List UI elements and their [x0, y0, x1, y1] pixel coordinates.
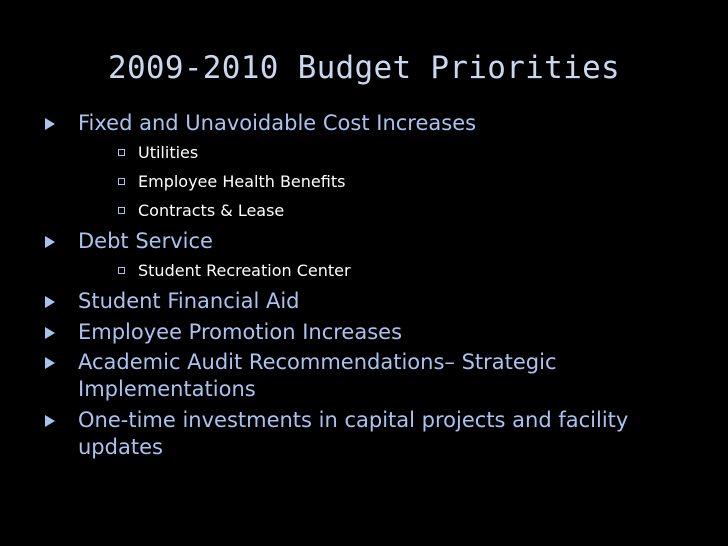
bullet-text: Employee Promotion Increases: [78, 320, 403, 344]
bullet-arrow-icon: [45, 296, 55, 308]
sub-bullet-list: [78, 138, 708, 225]
bullet-arrow-icon: [45, 118, 55, 130]
bullet-arrow-icon: [45, 236, 55, 248]
bullet-text: Student Financial Aid: [78, 289, 300, 313]
sub-bullet-square-icon: [118, 178, 125, 185]
bullet-item: [44, 109, 708, 225]
sub-bullet-square-icon: [118, 267, 125, 274]
sub-bullet-item: [78, 138, 708, 167]
bullet-item: [44, 287, 708, 316]
bullet-text: One-time investments in capital projects and facility updates: [78, 408, 629, 459]
sub-bullet-text: Employee Health Benefits: [138, 172, 346, 191]
sub-bullet-text: Contracts & Lease: [138, 201, 285, 220]
sub-bullet-item: [78, 196, 708, 225]
bullet-text: Fixed and Unavoidable Cost Increases: [78, 111, 477, 135]
sub-bullet-square-icon: [118, 207, 125, 214]
bullet-arrow-icon: [45, 327, 55, 339]
sub-bullet-square-icon: [118, 149, 125, 156]
bullet-item: [44, 407, 708, 461]
bullet-arrow-icon: [45, 415, 55, 427]
bullet-item: [44, 227, 708, 285]
sub-bullet-text: Utilities: [138, 143, 199, 162]
bullet-item: [44, 349, 708, 403]
sub-bullet-item: [78, 167, 708, 196]
sub-bullet-text: Student Recreation Center: [138, 261, 351, 280]
bullet-list: [44, 109, 708, 465]
bullet-arrow-icon: [45, 357, 55, 369]
sub-bullet-list: [78, 256, 708, 285]
bullet-text: Debt Service: [78, 229, 213, 253]
sub-bullet-item: [78, 256, 708, 285]
bullet-text: Academic Audit Recommendations– Strategic Implementations: [78, 350, 557, 401]
bullet-item: [44, 318, 708, 347]
slide-title: 2009-2010 Budget Priorities: [107, 50, 621, 86]
